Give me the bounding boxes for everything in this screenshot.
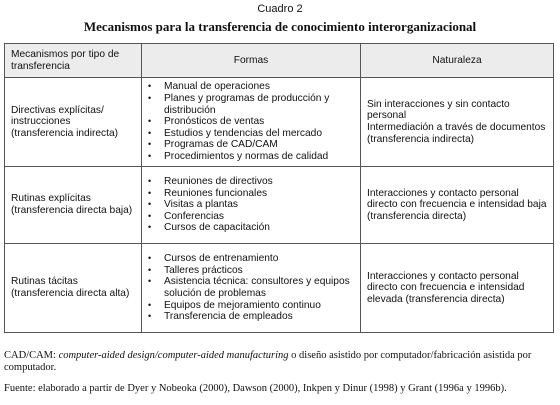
forms-list xyxy=(148,176,356,234)
list-item: • Procedimientos y normas de calidad xyxy=(164,151,356,163)
forms-cell xyxy=(142,167,361,244)
list-item: • Cursos de capacitación xyxy=(164,222,356,234)
forms-list xyxy=(148,253,356,323)
list-item: • Visitas a plantas xyxy=(164,199,356,211)
list-item: • Pronósticos de ventas xyxy=(164,116,356,128)
table-row xyxy=(5,167,554,244)
source-note: Fuente: elaborado a partir de Dyer y Nobeoka (2000), Dawson (2000), Inkpen y Dinur (1998) y Grant (1996a y 1996b). xyxy=(4,383,507,394)
list-item: • Manual de operaciones xyxy=(164,81,356,93)
table-row xyxy=(5,244,554,333)
header-nature: Naturaleza xyxy=(361,44,554,78)
list-item: • Reuniones de directivos xyxy=(164,176,356,188)
table-label: Cuadro 2 xyxy=(257,3,303,15)
table-row xyxy=(5,78,554,167)
forms-cell xyxy=(142,244,361,333)
list-item: • Reuniones funcionales xyxy=(164,188,356,200)
nature-cell: Interacciones y contacto personal directo con frecuencia e intensidad baja (transferencia directa) xyxy=(361,167,554,244)
header-mechanisms: Mecanismos por tipo de transferencia xyxy=(5,44,142,78)
footnote-italic: computer-aided design/computer-aided manufacturing xyxy=(58,350,289,361)
list-item: • Cursos de entrenamiento xyxy=(164,253,356,265)
footnote-suffix: o diseño asistido por computador/fabricación asistida por computador. xyxy=(4,350,532,373)
list-item: • Transferencia de empleados xyxy=(164,311,356,323)
list-item: • Conferencias xyxy=(164,211,356,223)
forms-list xyxy=(148,81,356,162)
mechanism-cell: Directivas explícitas/ instrucciones (transferencia indirecta) xyxy=(5,78,142,167)
list-item: • Equipos de mejoramiento continuo xyxy=(164,300,356,312)
mechanism-cell: Rutinas explícitas (transferencia directa baja) xyxy=(5,167,142,244)
knowledge-transfer-table xyxy=(4,43,554,333)
list-item: • Estudios y tendencias del mercado xyxy=(164,128,356,140)
footnote-prefix: CAD/CAM: xyxy=(4,350,59,361)
table-title: Mecanismos para la transferencia de conocimiento interorganizacional xyxy=(83,19,477,34)
mechanism-cell: Rutinas tácitas (transferencia directa alta) xyxy=(5,244,142,333)
footnote xyxy=(4,350,556,374)
nature-cell: Sin interacciones y sin contacto personal Intermediación a través de documentos (transferencia indirecta) xyxy=(361,78,554,167)
nature-cell: Interacciones y contacto personal directo con frecuencia e intensidad elevada (transferencia directa) xyxy=(361,244,554,333)
forms-cell xyxy=(142,78,361,167)
list-item: • Planes y programas de producción y distribución xyxy=(164,93,356,116)
list-item: • Programas de CAD/CAM xyxy=(164,139,356,151)
list-item: • Talleres prácticos xyxy=(164,265,356,277)
list-item: • Asistencia técnica: consultores y equipos solución de problemas xyxy=(164,276,356,299)
header-row xyxy=(5,44,554,78)
header-forms: Formas xyxy=(142,44,361,78)
